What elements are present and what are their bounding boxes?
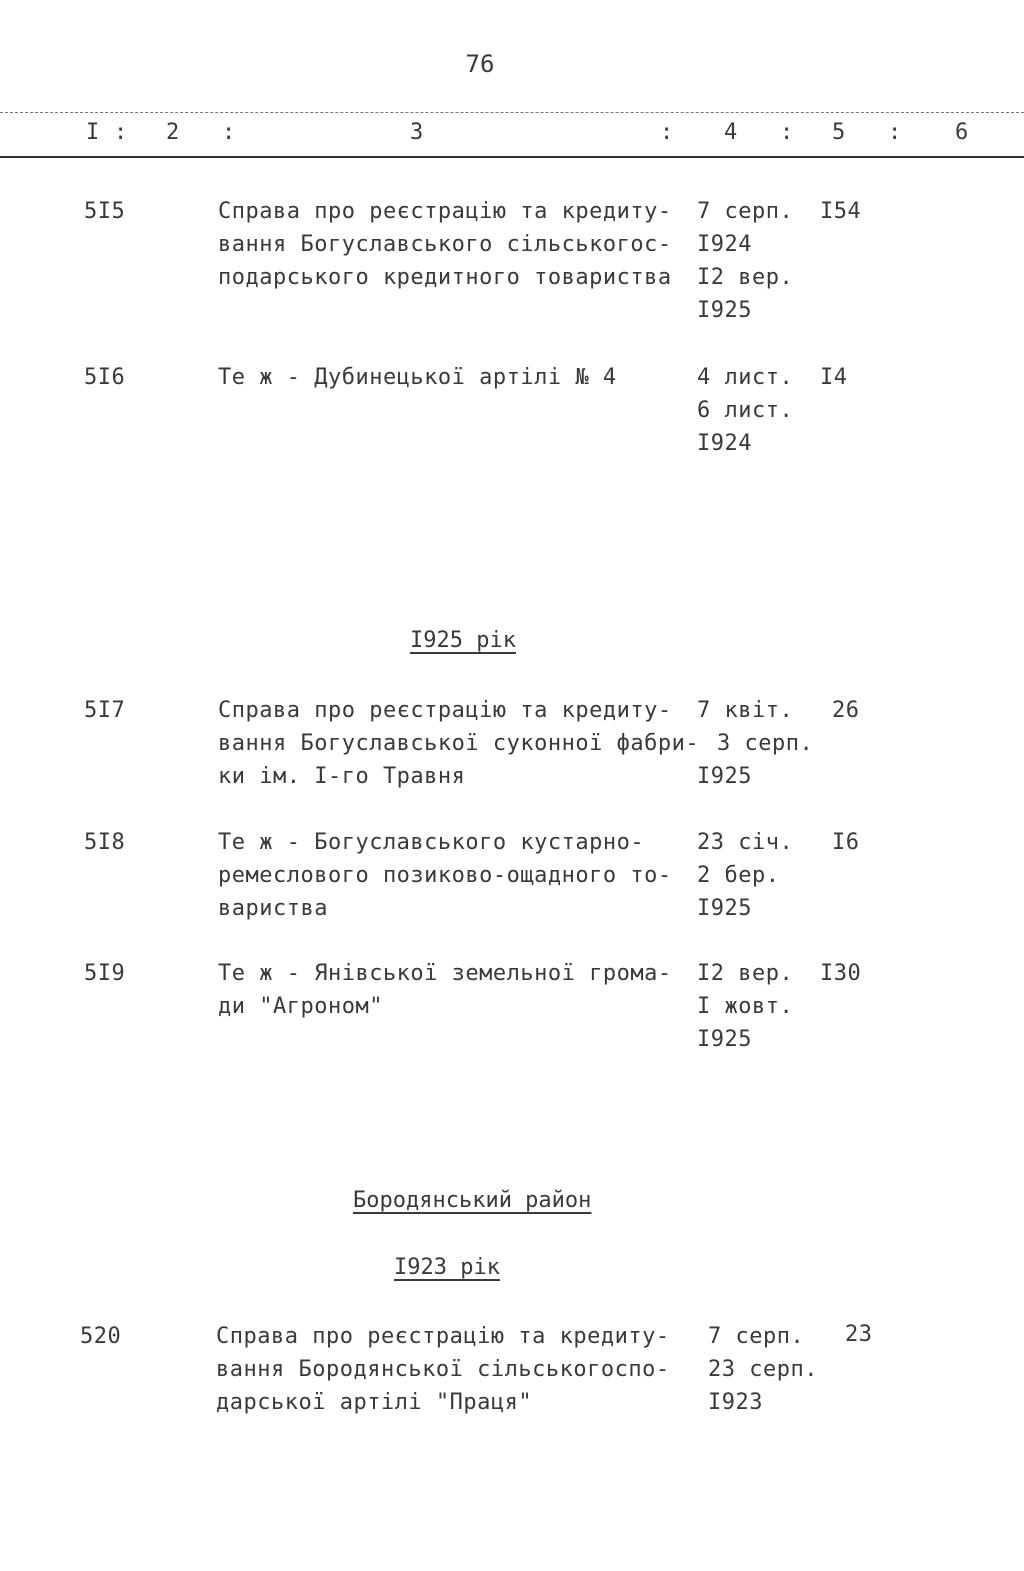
entry-number: 520	[80, 1324, 122, 1349]
entry-date-line: I925	[697, 1027, 752, 1052]
entry-number: 5I7	[84, 698, 126, 723]
entry-title-line: вання Богуславської суконної фабри-	[218, 731, 700, 756]
entry-title-line: подарського кредитного товариства	[218, 265, 672, 290]
entry-number: 5I9	[84, 961, 126, 986]
entry-dates	[697, 694, 814, 793]
entry-title	[218, 361, 617, 394]
entry-date-line: I924	[697, 232, 752, 257]
entry-date-line: 3 серп.	[717, 731, 814, 756]
entry-sheets: 23	[845, 1322, 873, 1347]
entry-dates	[708, 1320, 818, 1419]
header-col-5: 5	[832, 120, 846, 145]
header-top-rule	[0, 112, 1024, 113]
header-col-6: 6	[955, 120, 969, 145]
entry-date-line: 7 серп.	[708, 1324, 805, 1349]
entry-sheets: I4	[820, 365, 848, 390]
entry-sheets: I6	[832, 830, 860, 855]
entry-title-line: дарської артілі "Праця"	[216, 1390, 533, 1415]
entry-dates	[697, 361, 793, 460]
year-heading: I925 рік	[410, 628, 516, 653]
year-heading: I923 рік	[394, 1255, 500, 1280]
entry-number: 5I8	[84, 830, 126, 855]
header-bottom-rule	[0, 156, 1024, 158]
entry-dates	[697, 826, 793, 925]
entry-title-line: ки ім. I-го Травня	[218, 764, 466, 789]
entry-title-line: Справа про реєстрацію та кредиту-	[216, 1324, 670, 1349]
header-sep-5: :	[888, 120, 902, 145]
entry-title	[218, 826, 672, 925]
entry-dates	[697, 957, 793, 1056]
entry-date-line: 23 січ.	[697, 830, 794, 855]
entry-sheets: I30	[820, 961, 862, 986]
district-heading: Бородянський район	[353, 1188, 592, 1213]
entry-title-line: Справа про реєстрацію та кредиту-	[218, 199, 672, 224]
entry-title-line: Справа про реєстрацію та кредиту-	[218, 698, 672, 723]
entry-date-line: 23 серп.	[708, 1357, 818, 1382]
entry-title	[218, 195, 672, 294]
entry-date-line: I925	[697, 896, 752, 921]
entry-title	[216, 1320, 670, 1419]
header-col-3: 3	[410, 120, 424, 145]
entry-title-line: Те ж - Богуславського кустарно-	[218, 830, 645, 855]
entry-date-line: I925	[697, 764, 752, 789]
entry-title-line: Те ж - Дубинецької артілі № 4	[218, 365, 617, 390]
header-sep-3: :	[660, 120, 674, 145]
entry-date-line: I2 вер.	[697, 265, 794, 290]
entry-dates	[697, 195, 793, 327]
entry-sheets: I54	[820, 199, 862, 224]
entry-title-line: Те ж - Янівської земельної грома-	[218, 961, 672, 986]
entry-number: 5I6	[84, 365, 126, 390]
entry-number: 5I5	[84, 199, 126, 224]
entry-title-line: ремеслового позиково-ощадного то-	[218, 863, 672, 888]
entry-title-line: вання Бородянської сільськогоспо-	[216, 1357, 670, 1382]
entry-date-line: 7 квіт.	[697, 698, 794, 723]
entry-date-line: 6 лист.	[697, 398, 794, 423]
header-col-1: I	[86, 120, 100, 145]
header-col-4: 4	[724, 120, 738, 145]
entry-date-line: I925	[697, 298, 752, 323]
entry-date-line: I жовт.	[697, 994, 794, 1019]
entry-sheets: 26	[832, 698, 860, 723]
entry-date-line: 4 лист.	[697, 365, 794, 390]
entry-date-line: 7 серп.	[697, 199, 794, 224]
entry-date-line: I2 вер.	[697, 961, 794, 986]
entry-date-line: I923	[708, 1390, 763, 1415]
header-col-2: 2	[166, 120, 180, 145]
entry-title-line: ди "Агроном"	[218, 994, 383, 1019]
entry-date-line: I924	[697, 431, 752, 456]
entry-title-line: вання Богуславського сільськогос-	[218, 232, 672, 257]
header-sep-1: :	[114, 120, 128, 145]
page-number: 76	[465, 50, 495, 78]
header-sep-2: :	[222, 120, 236, 145]
entry-title	[218, 957, 672, 1023]
entry-title-line: вариства	[218, 896, 328, 921]
header-sep-4: :	[780, 120, 794, 145]
entry-title	[218, 694, 699, 793]
entry-date-line: 2 бер.	[697, 863, 780, 888]
